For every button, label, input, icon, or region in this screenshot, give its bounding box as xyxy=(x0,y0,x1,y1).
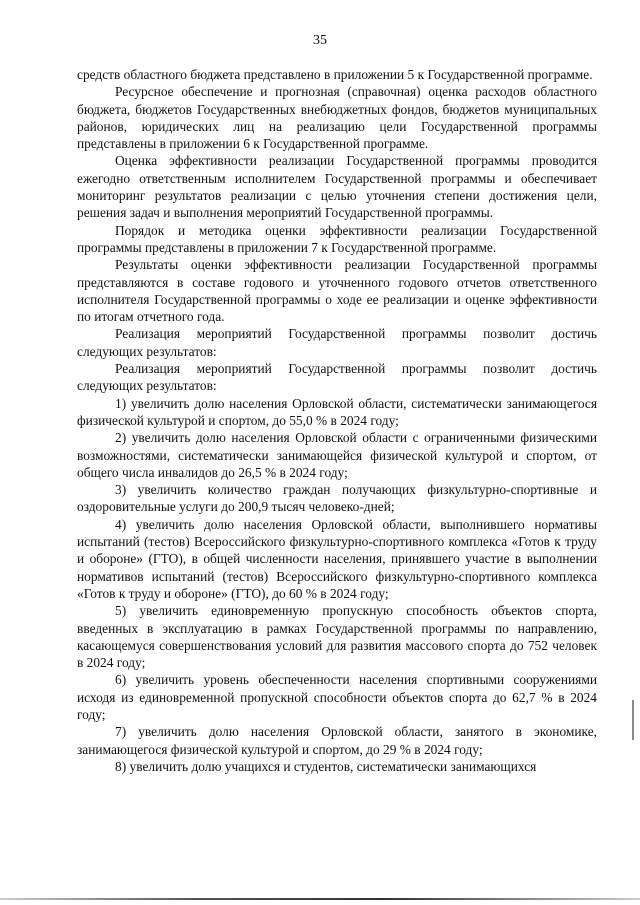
paragraph: Результаты оценки эффективности реализации Государственной программы представляются в составе годового и уточненного годового отчетов ответственного исполнителя Государственной программы о ходе ее реализации и оценке эффективности по итогам отчетного года. xyxy=(77,257,597,325)
scan-edge-mark xyxy=(632,700,634,740)
list-item: 4) увеличить долю населения Орловской области, выполнившего нормативы испытаний (тестов) Всероссийского физкультурно-спортивного комплекса «Готов к труду и обороне» (ГТО), в общей численности населения, принявшего участие в выполнении нормативов испытаний (тестов) Всероссийского физкультурно-спортивного комплекса «Готов к труду и обороне» (ГТО), до 60 % в 2024 году; xyxy=(77,516,597,601)
list-item: 5) увеличить единовременную пропускную способность объектов спорта, введенных в эксплуатацию в рамках Государственной программы по направлению, касающемуся совершенствования условий для развития массового спорта до 752 человек в 2024 году; xyxy=(77,603,597,671)
paragraph: Порядок и методика оценки эффективности реализации Государственной программы представлены в приложении 7 к Государственной программе. xyxy=(77,222,597,255)
page-number: 35 xyxy=(313,33,327,48)
list-item: 7) увеличить долю населения Орловской области, занятого в экономике, занимающегося физической культурой и спортом, до 29 % в 2024 году; xyxy=(77,724,597,757)
paragraph: Реализация мероприятий Государственной программы позволит достичь следующих результатов: xyxy=(77,361,597,394)
list-item: 8) увеличить долю учащихся и студентов, систематически занимающихся xyxy=(115,758,537,774)
paragraph: Оценка эффективности реализации Государственной программы проводится ежегодно ответственным исполнителем Государственной программы и обеспечивает мониторинг результатов реализации с целью уточнения степени достижения цели, решения задач и выполнения мероприятий Государственной программы. xyxy=(77,153,597,221)
paragraph: Реализация мероприятий Государственной программы позволит достичь следующих результатов: xyxy=(77,326,597,359)
paragraph: средств областного бюджета представлено в приложении 5 к Государственной программе. xyxy=(77,67,593,82)
list-item: 2) увеличить долю населения Орловской области с ограниченными физическими возможностями, систематически занимающейся физической культурой и спортом, от общего числа инвалидов до 26,5 % в 2024 году; xyxy=(77,430,597,480)
list-item: 6) увеличить уровень обеспеченности населения спортивными сооружениями исходя из единовременной пропускной способности объектов спорта до 62,7 % в 2024 году; xyxy=(77,672,597,722)
paragraph: Ресурсное обеспечение и прогнозная (справочная) оценка расходов областного бюджета, бюджетов Государственных внебюджетных фондов, бюджетов муниципальных районов, юридических лиц на реализацию цели Государственной программы представлены в приложении 6 к Государственной программе. xyxy=(77,84,597,152)
list-item: 1) увеличить долю населения Орловской области, систематически занимающегося физической культурой и спортом, до 55,0 % в 2024 году; xyxy=(77,395,597,428)
document-body xyxy=(77,66,597,775)
list-item: 3) увеличить количество граждан получающих физкультурно-спортивные и оздоровительные услуги до 200,9 тысяч человеко-дней; xyxy=(77,482,597,515)
scan-bottom-edge xyxy=(0,898,640,900)
